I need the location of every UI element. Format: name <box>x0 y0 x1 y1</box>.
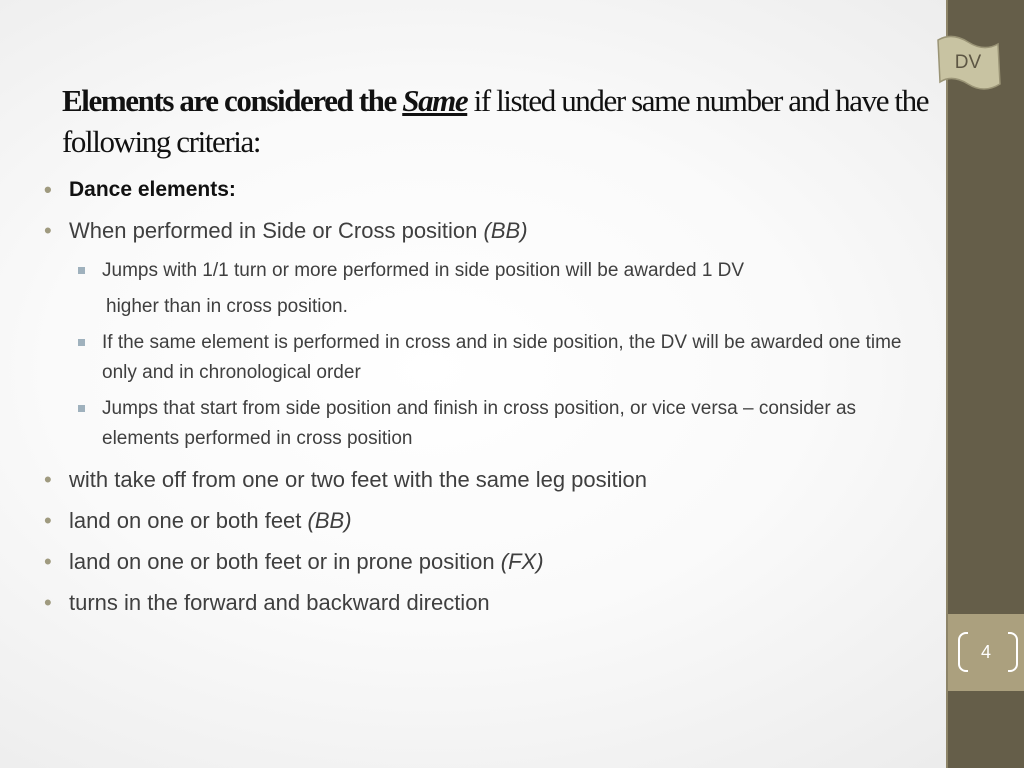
page-number-box <box>948 614 1024 691</box>
bullet-dot-icon: • <box>44 508 52 533</box>
bullet-text: with take off from one or two feet with the same leg position <box>69 467 648 492</box>
bullet-text: Dance elements: <box>69 178 236 201</box>
title-bold-part: Elements are considered the <box>62 83 396 118</box>
bullet-emphasis: (FX) <box>500 549 544 574</box>
bullet-list <box>44 174 924 628</box>
bullet-dot-icon: • <box>44 590 52 615</box>
bullet-text: land on one or both feet <box>69 508 308 533</box>
bullet-text: turns in the forward and backward direction <box>69 590 490 615</box>
bullet-emphasis: (BB) <box>483 218 528 243</box>
sub-list-item <box>44 256 924 322</box>
sub-list-item <box>44 394 924 454</box>
page-number: 4 <box>980 642 991 662</box>
title-emphasis: Same <box>402 83 468 118</box>
sub-bullet-text: Jumps that start from side position and finish in cross position, or vice versa – consider as elements performed in cross position <box>102 398 857 449</box>
sub-bullet-text: If the same element is performed in cross and in side position, the DV will be awarded one time only and in chronological order <box>102 332 902 383</box>
badge-label: DV <box>954 52 982 73</box>
list-item <box>44 174 924 206</box>
bullet-text: land on one or both feet or in prone position <box>69 549 501 574</box>
square-bullet-icon <box>78 405 85 412</box>
bullet-emphasis: (BB) <box>307 508 352 533</box>
title-rest: if listed under same number and have the following criteria: <box>62 83 929 159</box>
bullet-dot-icon: • <box>44 549 52 574</box>
list-item <box>44 215 924 247</box>
bullet-dot-icon: • <box>44 467 52 492</box>
bullet-dot-icon: • <box>44 177 52 202</box>
sub-bullet-text: Jumps with 1/1 turn or more performed in side position will be awarded 1 DV <box>102 260 745 281</box>
bullet-text: When performed in Side or Cross position <box>69 218 484 243</box>
list-item <box>44 587 924 619</box>
square-bullet-icon <box>78 339 85 346</box>
sub-bullet-continuation: higher than in cross position. <box>106 296 348 317</box>
sub-list-item <box>44 328 924 388</box>
list-item <box>44 505 924 537</box>
bullet-dot-icon: • <box>44 218 52 243</box>
square-bullet-icon <box>78 267 85 274</box>
slide-title <box>62 80 942 162</box>
list-item <box>44 464 924 496</box>
list-item <box>44 546 924 578</box>
